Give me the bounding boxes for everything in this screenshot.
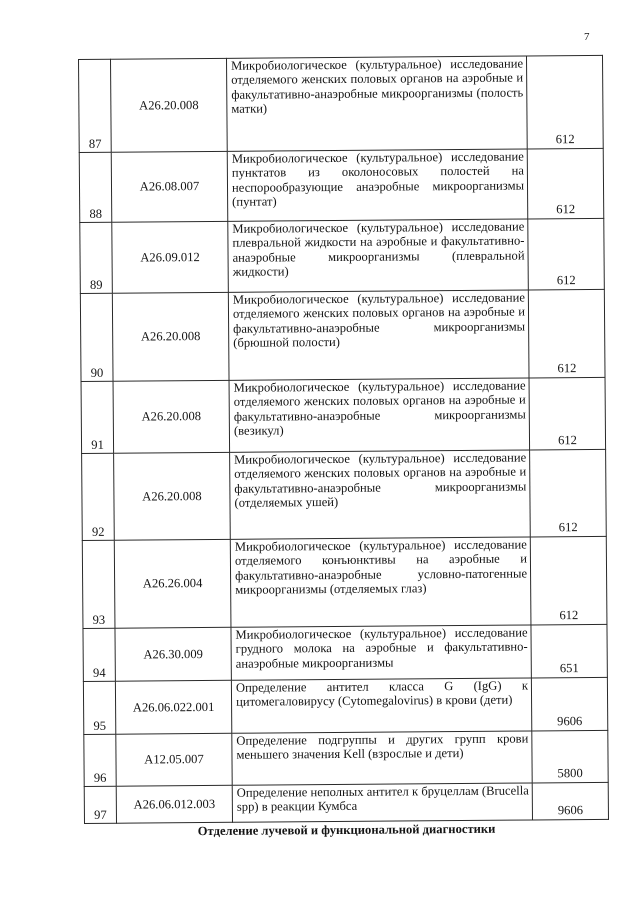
row-number: 88 [79,152,112,222]
row-number: 97 [84,786,116,823]
service-description: Микробиологическое (культуральное) исследование отделяемого женских половых органов на аэробные и факультативно-анаэробные микроорганизмы (везикул) [229,378,530,452]
row-number: 87 [79,59,112,152]
service-code: A26.06.022.001 [115,680,231,734]
row-number: 95 [83,681,115,734]
service-code: A26.20.008 [113,380,230,453]
service-description: Микробиологическое (культуральное) исследование грудного молока на аэробные и факультативно-анаэробные микроорганизмы [231,625,531,680]
table-row [83,624,607,681]
section-heading-row [85,819,609,841]
service-description: Определение антител класса G (IgG) к цитомегаловирусу (Cytomegalovirus) в крови (дети) [231,678,531,733]
table-row [81,377,606,453]
service-code: A26.20.008 [111,58,228,152]
service-price: 9606 [532,782,608,820]
service-description: Определение подгруппы и других групп крови меньшего значения Kell (взрослые и дети) [232,731,532,785]
service-description: Микробиологическое (культуральное) исследование отделяемого женских половых органов на аэробные и факультативно-анаэробные микроорганизмы (брюшной полости) [228,290,529,380]
service-code: A26.26.004 [114,539,231,628]
section-heading: Отделение лучевой и функциональной диагностики [85,819,609,841]
table-row [79,148,604,222]
service-code: A26.06.012.003 [116,785,232,823]
service-description: Микробиологическое (культуральное) исследование отделяемого женских половых органов на аэробные и факультативно-анаэробные микроорганизмы (полость матки) [226,56,527,151]
service-description: Микробиологическое (культуральное) исследование отделяемого женских половых органов на аэробные и факультативно-анаэробные микроорганизмы (отделяемых ушей) [230,450,531,539]
service-price: 612 [526,55,603,149]
service-description: Микробиологическое (культуральное) исследование плевральной жидкости на аэробные и факультативно-анаэробные микроорганизмы (плевральной жидкости) [228,219,529,292]
page-number: 7 [584,31,590,43]
table-row [83,677,607,734]
table-row [82,449,607,540]
row-number: 92 [82,453,115,540]
table-row [79,55,604,152]
table-row [80,218,605,293]
service-price: 612 [527,148,604,219]
service-description: Микробиологическое (культуральное) исследование отделяемого конъюнктивы на аэробные и факультативно-анаэробные условно-патогенные микроорганизмы (отделяемых глаз) [230,537,531,627]
service-price: 612 [529,377,606,450]
service-price: 5800 [532,730,608,783]
row-number: 91 [81,381,114,453]
row-number: 96 [84,734,116,786]
row-number: 94 [83,628,115,681]
row-number: 89 [80,222,113,293]
service-description: Микробиологическое (культуральное) исследование пунктатов из околоносовых полостей на неспорообразующие анаэробные микроорганизмы (пунтат) [227,149,528,221]
price-list-table [78,55,609,841]
service-price: 612 [528,218,605,290]
service-code: A26.08.007 [111,151,228,222]
service-code: A26.20.008 [114,452,231,540]
row-number: 93 [82,540,115,628]
table-row [82,536,607,628]
service-price: 612 [530,449,607,537]
service-description: Определение неполных антител к бруцеллам (Brucella spp) в реакции Кумбса [232,783,532,822]
table-row [84,782,608,823]
table-row [84,730,608,786]
service-code: A12.05.007 [116,733,232,786]
service-code: A26.09.012 [112,221,229,293]
service-price: 651 [531,624,607,678]
service-price: 612 [530,536,607,625]
service-code: A26.20.008 [112,292,229,381]
row-number: 90 [80,293,113,381]
service-price: 612 [528,289,605,378]
service-code: A26.30.009 [115,627,231,681]
table-row [80,289,605,381]
service-price: 9606 [531,677,607,731]
